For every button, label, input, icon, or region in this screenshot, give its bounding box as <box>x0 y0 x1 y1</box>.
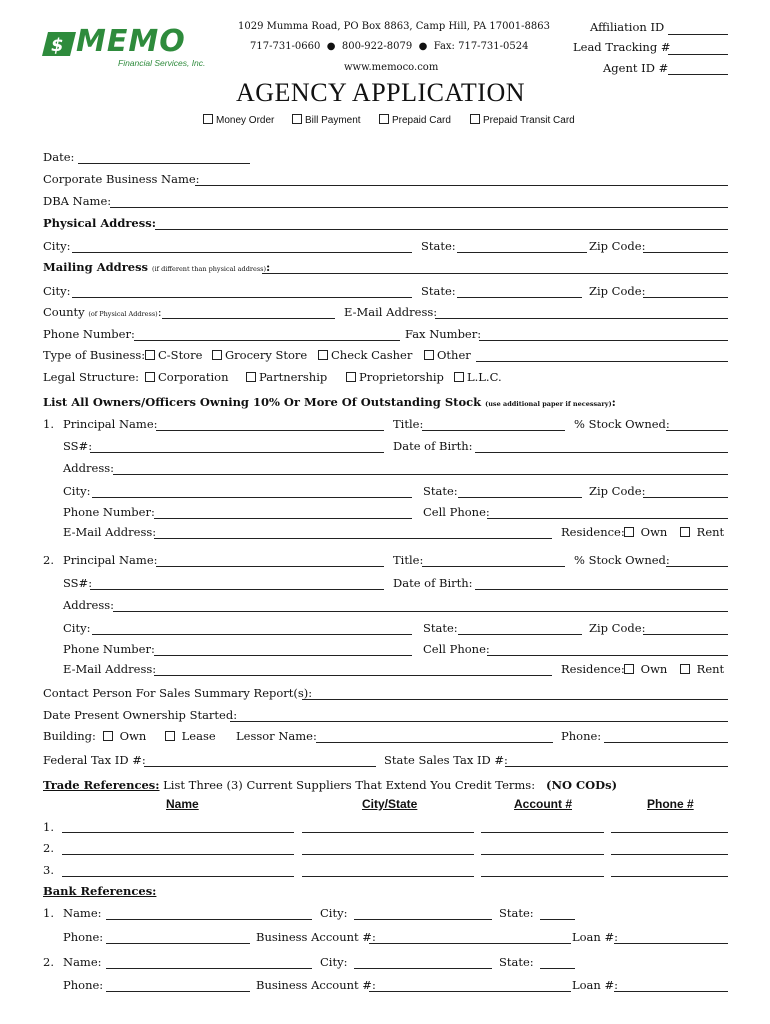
bank-2-name-field[interactable] <box>106 968 312 969</box>
trade-name-field[interactable] <box>62 854 294 855</box>
bank-1-number: 1. <box>43 906 54 920</box>
principal-1-ss-label: SS#: <box>63 439 93 453</box>
logo <box>40 24 220 72</box>
county-field[interactable] <box>162 318 335 319</box>
phone-number-label: Phone Number: <box>43 327 135 341</box>
lead-tracking-field[interactable] <box>668 54 728 55</box>
trade-account-field[interactable] <box>481 876 604 877</box>
bank-1-phone-field[interactable] <box>106 943 250 944</box>
owners-note: (use additional paper if necessary) <box>485 400 612 408</box>
principal-1-phone-field[interactable] <box>154 518 412 519</box>
principal-2-residence-label: Residence: <box>561 662 625 676</box>
mailing-zip-field[interactable] <box>643 297 728 298</box>
bank-1-state-label: State: <box>499 906 534 920</box>
principal-1-state-field[interactable] <box>458 497 582 498</box>
principal-1-address-field[interactable] <box>113 474 728 475</box>
dba-label: DBA Name: <box>43 194 112 208</box>
trade-account-field[interactable] <box>481 832 604 833</box>
company-address: 1029 Mumma Road, PO Box 8863, Camp Hill, PA 17001-8863 <box>238 21 550 32</box>
trade-col-city: City/State <box>362 797 418 811</box>
principal-2-cell-field[interactable] <box>487 655 728 656</box>
corp-name-field[interactable] <box>195 185 728 186</box>
bank-2-account-field[interactable] <box>369 991 571 992</box>
principal-1-dob-field[interactable] <box>475 452 728 453</box>
bank-2-city-field[interactable] <box>354 968 492 969</box>
principal-1-own[interactable]: Own <box>624 525 667 539</box>
principal-2-dob-field[interactable] <box>475 589 728 590</box>
business-type-other[interactable]: Other <box>424 348 471 362</box>
principal-2-state-label: State: <box>423 621 458 635</box>
lead-tracking-label: Lead Tracking # <box>573 40 671 54</box>
checkbox[interactable] <box>145 372 155 382</box>
principal-1-title-field[interactable] <box>422 430 565 431</box>
bank-1-name-field[interactable] <box>106 919 312 920</box>
mailing-note: (if different than physical address) <box>152 265 267 273</box>
company-phones: 717-731-0660 ● 800-922-8079 ● Fax: 717-731-0524 <box>250 41 529 52</box>
bank-2-number: 2. <box>43 955 54 969</box>
principal-2-name-field[interactable] <box>156 566 384 567</box>
bank-2-account-label: Business Account #: <box>256 978 376 992</box>
contact-person-label: Contact Person For Sales Summary Report(s): <box>43 686 313 700</box>
principal-1-stock-field[interactable] <box>666 430 728 431</box>
physical-address-field[interactable] <box>155 229 728 230</box>
logo-subtitle: Financial Services, Inc. <box>118 58 206 68</box>
checkbox[interactable] <box>454 372 464 382</box>
dba-field[interactable] <box>110 207 728 208</box>
checkbox[interactable] <box>470 114 480 124</box>
contact-person-field[interactable] <box>302 699 728 700</box>
phone-2: 800-922-8079 <box>341 41 413 52</box>
checkbox[interactable] <box>680 527 690 537</box>
trade-phone-field[interactable] <box>611 876 728 877</box>
trade-col-phone: Phone # <box>647 797 694 811</box>
logo-word: MEMO <box>76 24 186 59</box>
memo-logo-icon <box>42 30 76 58</box>
service-prepaid-transit-card[interactable]: Prepaid Transit Card <box>470 114 575 126</box>
principal-1-city-label: City: <box>63 484 91 498</box>
fax-number-label: Fax Number: <box>405 327 482 341</box>
city-field[interactable] <box>72 252 412 253</box>
no-cods-note: (NO CODs) <box>546 778 618 792</box>
federal-tax-field[interactable] <box>144 766 376 767</box>
fax: Fax: 717-731-0524 <box>433 41 529 52</box>
principal-2-ss-label: SS#: <box>63 576 93 590</box>
principal-1-zip-label: Zip Code: <box>589 484 646 498</box>
bank-references-heading: Bank References: <box>43 884 157 898</box>
trade-phone-field[interactable] <box>611 832 728 833</box>
date-field[interactable] <box>78 163 250 164</box>
bank-2-loan-label: Loan #: <box>572 978 618 992</box>
principal-2-rent[interactable]: Rent <box>680 662 724 676</box>
principal-2-stock-label: % Stock Owned: <box>574 553 670 567</box>
checkbox[interactable] <box>246 372 256 382</box>
building-own[interactable]: Own <box>103 729 146 743</box>
trade-city-field[interactable] <box>302 832 474 833</box>
corp-name-label: Corporate Business Name: <box>43 172 200 186</box>
agent-id-field[interactable] <box>668 74 728 75</box>
checkbox[interactable] <box>624 664 634 674</box>
trade-references-heading <box>43 778 535 792</box>
bank-2-phone-label: Phone: <box>63 978 104 992</box>
trade-col-name: Name <box>166 797 199 811</box>
checkbox[interactable] <box>165 731 175 741</box>
principal-2-dob-label: Date of Birth: <box>393 576 473 590</box>
zip-field[interactable] <box>643 252 728 253</box>
affiliation-id-label: Affiliation ID <box>590 20 665 34</box>
bank-1-account-label: Business Account #: <box>256 930 376 944</box>
state-label: State: <box>421 239 456 253</box>
bank-2-phone-field[interactable] <box>106 991 250 992</box>
state-field[interactable] <box>457 252 587 253</box>
principal-2-email-field[interactable] <box>154 675 552 676</box>
service-bill-payment[interactable]: Bill Payment <box>292 114 361 126</box>
business-type-other-field[interactable] <box>476 361 728 362</box>
principal-1-residence-label: Residence: <box>561 525 625 539</box>
principal-2-stock-field[interactable] <box>666 566 728 567</box>
principal-1-rent[interactable]: Rent <box>680 525 724 539</box>
mailing-state-field[interactable] <box>457 297 582 298</box>
principal-2-zip-field[interactable] <box>643 634 728 635</box>
bank-2-state-label: State: <box>499 955 534 969</box>
email-field[interactable] <box>435 318 728 319</box>
form-title: AGENCY APPLICATION <box>236 78 525 107</box>
phone-1: 717-731-0660 <box>250 41 321 52</box>
checkbox[interactable] <box>145 350 155 360</box>
physical-address-label: Physical Address: <box>43 216 156 230</box>
legal-partnership[interactable]: Partnership <box>246 370 327 384</box>
federal-tax-label: Federal Tax ID #: <box>43 753 146 767</box>
county-note: (of Physical Address) <box>88 310 158 318</box>
county-label: County (of Physical Address): <box>43 305 162 319</box>
trade-references-note: List Three (3) Current Suppliers That Extend You Credit Terms: <box>163 778 536 792</box>
zip-label: Zip Code: <box>589 239 646 253</box>
trade-name-field[interactable] <box>62 832 294 833</box>
lessor-phone-field[interactable] <box>604 742 728 743</box>
principal-2-title-field[interactable] <box>422 566 565 567</box>
principal-2-cell-label: Cell Phone: <box>423 642 490 656</box>
principal-1-address-label: Address: <box>63 461 115 475</box>
principal-2-city-label: City: <box>63 621 91 635</box>
checkbox[interactable] <box>346 372 356 382</box>
trade-col-account: Account # <box>514 797 573 811</box>
principal-1-phone-label: Phone Number: <box>63 505 155 519</box>
checkbox[interactable] <box>318 350 328 360</box>
business-type-grocery[interactable]: Grocery Store <box>212 348 307 362</box>
bank-1-name-label: Name: <box>63 906 102 920</box>
business-type-check-casher[interactable]: Check Casher <box>318 348 412 362</box>
trade-row-number: 3. <box>43 863 54 877</box>
checkbox[interactable] <box>424 350 434 360</box>
principal-1-cell-field[interactable] <box>487 518 728 519</box>
state-tax-label: State Sales Tax ID #: <box>384 753 508 767</box>
principal-2-city-field[interactable] <box>92 634 412 635</box>
legal-structure-label: Legal Structure: <box>43 370 140 384</box>
principal-2-address-field[interactable] <box>113 611 728 612</box>
principal-1-email-label: E-Mail Address: <box>63 525 157 539</box>
mailing-state-label: State: <box>421 284 456 298</box>
checkbox[interactable] <box>292 114 302 124</box>
principal-1-cell-label: Cell Phone: <box>423 505 490 519</box>
fax-number-field[interactable] <box>479 340 728 341</box>
principal-2-ss-field[interactable] <box>90 589 384 590</box>
principal-2-own[interactable]: Own <box>624 662 667 676</box>
affiliation-id-field[interactable] <box>668 34 728 35</box>
trade-phone-field[interactable] <box>611 854 728 855</box>
bank-1-phone-label: Phone: <box>63 930 104 944</box>
lessor-phone-label: Phone: <box>561 729 602 743</box>
principal-2-phone-field[interactable] <box>154 655 412 656</box>
principal-2-phone-label: Phone Number: <box>63 642 155 656</box>
legal-proprietorship[interactable]: Proprietorship <box>346 370 444 384</box>
trade-name-field[interactable] <box>62 876 294 877</box>
trade-references-title: Trade References: <box>43 778 160 792</box>
principal-1-title-label: Title: <box>393 417 424 431</box>
svg-text:$: $ <box>51 35 64 56</box>
principal-2-number: 2. <box>43 553 54 567</box>
principal-2-name-label: Principal Name: <box>63 553 158 567</box>
checkbox[interactable] <box>203 114 213 124</box>
principal-1-stock-label: % Stock Owned: <box>574 417 670 431</box>
bank-1-loan-label: Loan #: <box>572 930 618 944</box>
principal-1-name-label: Principal Name: <box>63 417 158 431</box>
bank-1-account-field[interactable] <box>369 943 571 944</box>
bank-1-city-label: City: <box>320 906 348 920</box>
checkbox[interactable] <box>624 527 634 537</box>
trade-row-number: 2. <box>43 841 54 855</box>
checkbox[interactable] <box>680 664 690 674</box>
principal-2-zip-label: Zip Code: <box>589 621 646 635</box>
principal-1-dob-label: Date of Birth: <box>393 439 473 453</box>
business-type-c-store[interactable]: C-Store <box>145 348 202 362</box>
mailing-city-label: City: <box>43 284 71 298</box>
service-prepaid-card[interactable]: Prepaid Card <box>379 114 451 126</box>
trade-row-number: 1. <box>43 820 54 834</box>
type-of-business-label: Type of Business: <box>43 348 146 362</box>
trade-city-field[interactable] <box>302 854 474 855</box>
bank-1-state-field[interactable] <box>540 919 575 920</box>
principal-2-address-label: Address: <box>63 598 115 612</box>
service-money-order[interactable]: Money Order <box>203 114 274 126</box>
mailing-city-field[interactable] <box>72 297 412 298</box>
bank-2-state-field[interactable] <box>540 968 575 969</box>
phone-number-field[interactable] <box>134 340 400 341</box>
bank-1-loan-field[interactable] <box>614 943 728 944</box>
principal-2-email-label: E-Mail Address: <box>63 662 157 676</box>
legal-corporation[interactable]: Corporation <box>145 370 229 384</box>
principal-1-name-field[interactable] <box>156 430 384 431</box>
state-tax-field[interactable] <box>505 766 728 767</box>
mailing-zip-label: Zip Code: <box>589 284 646 298</box>
mailing-address-field[interactable] <box>262 273 728 274</box>
principal-2-state-field[interactable] <box>458 634 582 635</box>
bank-2-loan-field[interactable] <box>614 991 728 992</box>
principal-1-zip-field[interactable] <box>643 497 728 498</box>
bank-2-city-label: City: <box>320 955 348 969</box>
owners-heading: List All Owners/Officers Owning 10% Or More Of Outstanding Stock (use additional paper if necessary): <box>43 395 616 409</box>
lessor-name-field[interactable] <box>316 742 553 743</box>
company-website: www.memoco.com <box>344 62 439 73</box>
bank-2-name-label: Name: <box>63 955 102 969</box>
city-label: City: <box>43 239 71 253</box>
building-label: Building: <box>43 729 96 743</box>
principal-1-email-field[interactable] <box>154 538 552 539</box>
principal-1-state-label: State: <box>423 484 458 498</box>
lessor-name-label: Lessor Name: <box>236 729 317 743</box>
email-label: E-Mail Address: <box>344 305 438 319</box>
building-lease[interactable]: Lease <box>165 729 216 743</box>
checkbox[interactable] <box>212 350 222 360</box>
bank-1-city-field[interactable] <box>354 919 492 920</box>
agent-id-label: Agent ID # <box>603 61 669 75</box>
principal-2-title-label: Title: <box>393 553 424 567</box>
checkbox[interactable] <box>103 731 113 741</box>
checkbox[interactable] <box>379 114 389 124</box>
legal-llc[interactable]: L.L.C. <box>454 370 502 384</box>
date-ownership-label: Date Present Ownership Started: <box>43 708 238 722</box>
mailing-address-label: Mailing Address (if different than physical address): <box>43 260 271 274</box>
trade-account-field[interactable] <box>481 854 604 855</box>
principal-1-number: 1. <box>43 417 54 431</box>
principal-1-city-field[interactable] <box>92 497 412 498</box>
trade-city-field[interactable] <box>302 876 474 877</box>
date-label: Date: <box>43 150 75 164</box>
principal-1-ss-field[interactable] <box>90 452 384 453</box>
date-ownership-field[interactable] <box>230 721 728 722</box>
